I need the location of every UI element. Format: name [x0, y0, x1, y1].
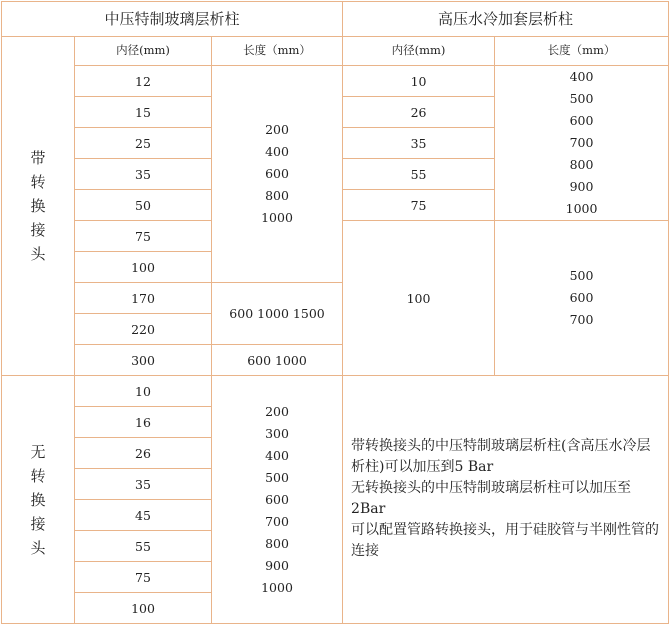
table-cell: 15: [75, 97, 212, 128]
col-header-length: 长度（mm）: [212, 37, 343, 66]
table-cell: 75: [343, 190, 495, 221]
length-cell: 600 1000: [212, 345, 343, 376]
table-cell: 10: [343, 66, 495, 97]
table-cell: 75: [75, 221, 212, 252]
table-cell: 25: [75, 128, 212, 159]
table-cell: 50: [75, 190, 212, 221]
note-text: 无转换接头的中压特制玻璃层析柱可以加压至2Bar: [351, 480, 632, 517]
table-cell: 170: [75, 283, 212, 314]
col-header-diameter: 内径(mm): [75, 37, 212, 66]
table-cell: 35: [75, 469, 212, 500]
length-cell: 400 500 600 700 800 900 1000: [495, 66, 669, 221]
spec-table: [1, 1, 669, 624]
table-cell: 100: [75, 593, 212, 624]
high-pressure-title: 高压水冷加套层析柱: [343, 2, 669, 37]
table-cell: 16: [75, 407, 212, 438]
col-header-diameter: 内径(mm): [343, 37, 495, 66]
table-cell: 26: [343, 97, 495, 128]
notes-cell: [343, 376, 669, 624]
group-with-adapter: 带 转 换 接 头: [2, 37, 75, 376]
table-cell: 100: [343, 221, 495, 376]
table-cell: 12: [75, 66, 212, 97]
length-cell: 500 600 700: [495, 221, 669, 376]
table-cell: 100: [75, 252, 212, 283]
table-cell: 35: [343, 128, 495, 159]
table-cell: 55: [75, 531, 212, 562]
medium-pressure-title: 中压特制玻璃层析柱: [2, 2, 343, 37]
table-cell: 35: [75, 159, 212, 190]
col-header-length: 长度（mm）: [495, 37, 669, 66]
table-cell: 26: [75, 438, 212, 469]
length-cell: 200 400 600 800 1000: [212, 66, 343, 283]
table-cell: 45: [75, 500, 212, 531]
length-cell: 200 300 400 500 600 700 800 900 1000: [212, 376, 343, 624]
table-cell: 55: [343, 159, 495, 190]
table-cell: 75: [75, 562, 212, 593]
group-without-adapter: 无 转 换 接 头: [2, 376, 75, 624]
table-cell: 10: [75, 376, 212, 407]
note-text: 可以配置管路转换接头，用于硅胶管与半刚性管的连接: [351, 522, 660, 559]
note-text: 带转换接头的中压特制玻璃层析柱(含高压水冷层析柱)可以加压到5 Bar: [351, 438, 651, 475]
table-cell: 220: [75, 314, 212, 345]
length-cell: 600 1000 1500: [212, 283, 343, 345]
table-cell: 300: [75, 345, 212, 376]
